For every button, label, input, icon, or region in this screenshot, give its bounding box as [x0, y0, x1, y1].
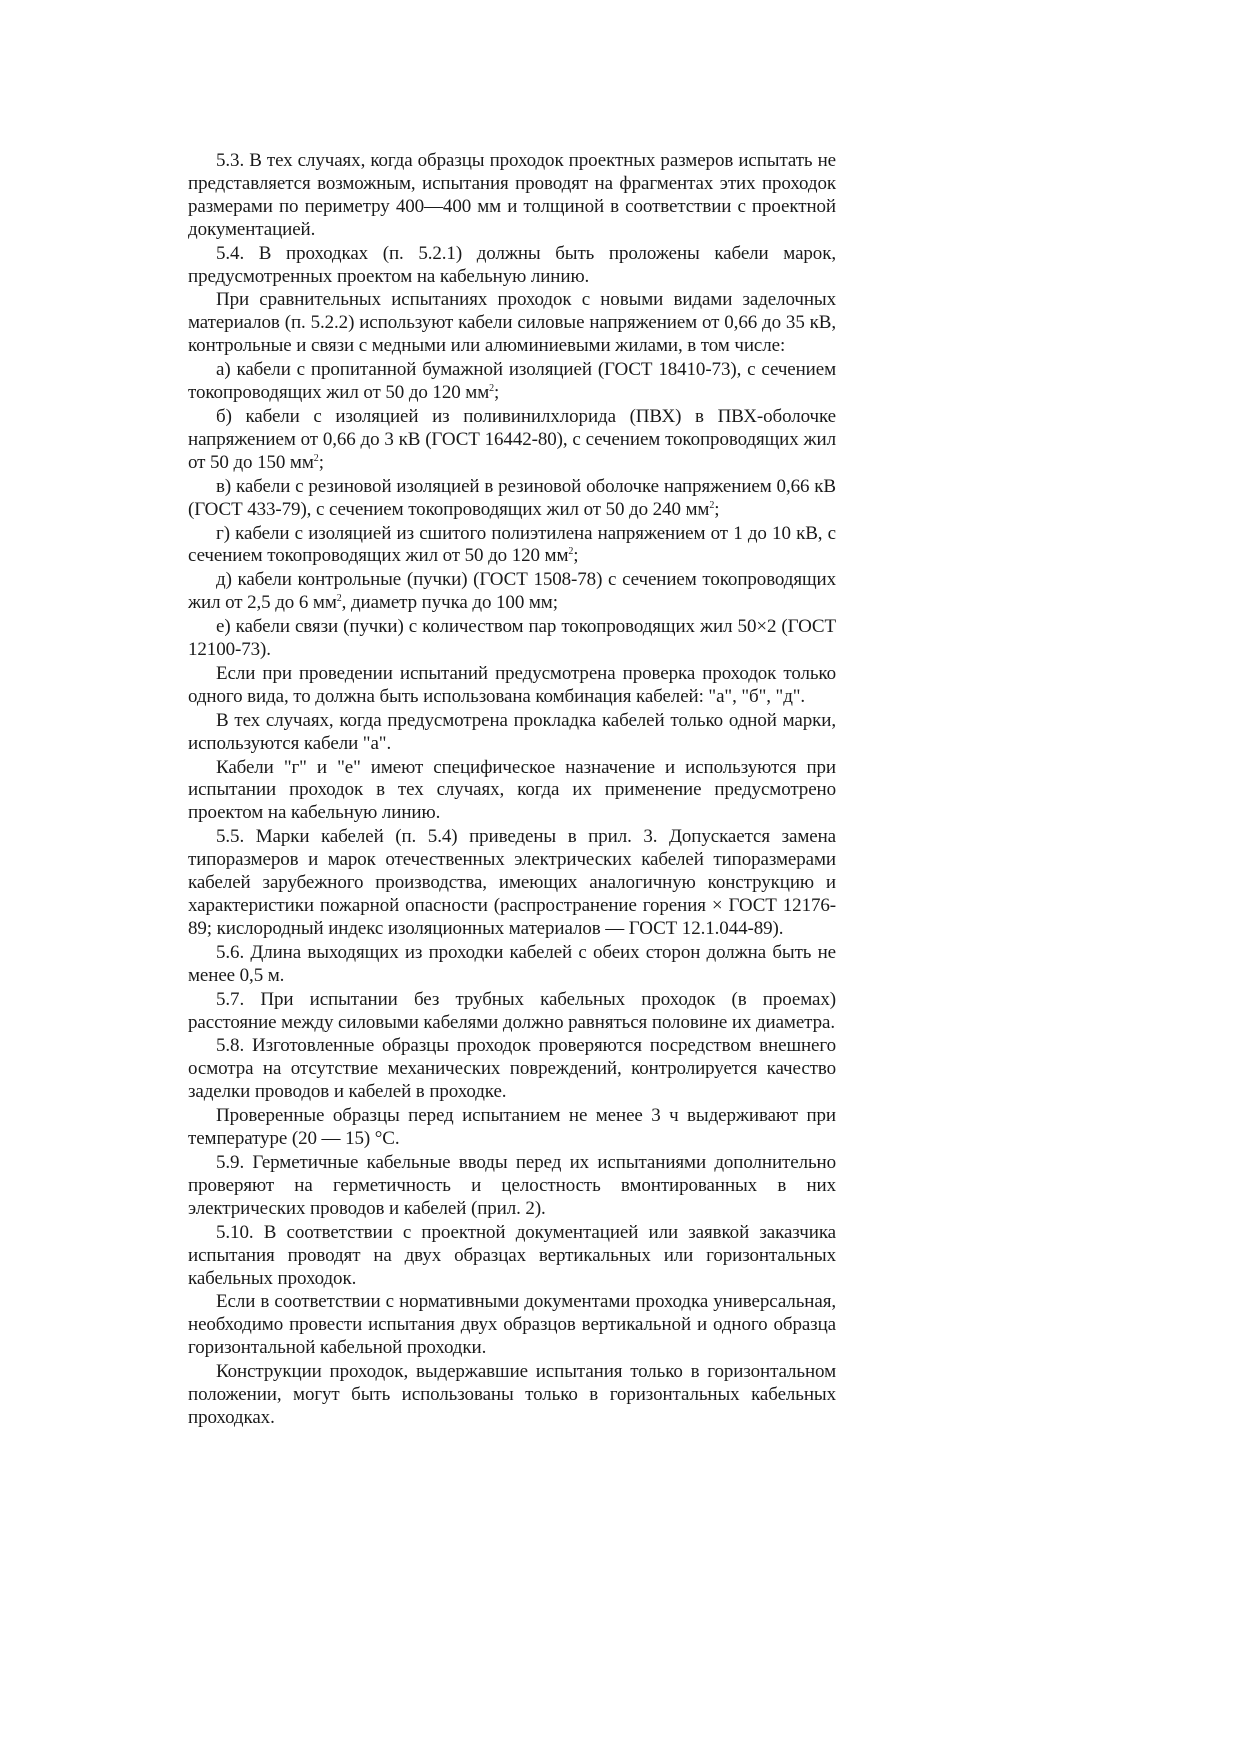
- paragraph-5-10: 5.10. В соответствии с проектной документацией или заявкой заказчика испытания проводят на двух образцах вертикальных или горизонтальных кабельных проходок.: [188, 1221, 836, 1289]
- paragraph-one-type: Если при проведении испытаний предусмотрена проверка проходок только одного вида, то должна быть использована комбинация кабелей: "а", "б", "д".: [188, 662, 836, 707]
- paragraph-universal: Если в соответствии с нормативными документами проходка универсальная, необходимо провести испытания двух образцов вертикальной и одного образца горизонтальной кабельной проходки.: [188, 1291, 836, 1359]
- list-item-d: д) кабели контрольные (пучки) (ГОСТ 1508-78) с сечением токопроводящих жил от 2,5 до 6 $мм^2$, диаметр пучка до 100 мм;: [188, 569, 836, 614]
- paragraph-one-brand: В тех случаях, когда предусмотрена прокладка кабелей только одной марки, используются кабели "а".: [188, 709, 836, 754]
- list-item-a: а) кабели с пропитанной бумажной изоляцией (ГОСТ 18410-73), с сечением токопроводящих жил от 50 до 120 $мм^2$;: [188, 359, 836, 404]
- paragraph-5-4: 5.4. В проходках (п. 5.2.1) должны быть проложены кабели марок, предусмотренных проектом на кабельную линию.: [188, 242, 836, 287]
- paragraph-5-3: 5.3. В тех случаях, когда образцы проходок проектных размеров испытать не представляется возможным, испытания проводят на фрагментах этих проходок размерами по периметру 400—400 мм и толщиной в соответствии с проектной документацией.: [188, 150, 836, 240]
- paragraph-5-8: 5.8. Изготовленные образцы проходок проверяются посредством внешнего осмотра на отсутствие механических повреждений, контролируется качество заделки проводов и кабелей в проходке.: [188, 1035, 836, 1103]
- list-item-g: г) кабели с изоляцией из сшитого полиэтилена напряжением от 1 до 10 кВ, с сечением токопроводящих жил от 50 до 120 $мм^2$;: [188, 522, 836, 567]
- paragraph-conditioning: Проверенные образцы перед испытанием не менее 3 ч выдерживают при температуре (20 — 15) °С.: [188, 1105, 836, 1150]
- list-item-b: б) кабели с изоляцией из поливинилхлорида (ПВХ) в ПВХ-оболочке напряжением от 0,66 до 3 кВ (ГОСТ 16442-80), с сечением токопроводящих жил от 50 до 150 $мм^2$;: [188, 405, 836, 473]
- list-item-e: е) кабели связи (пучки) с количеством пар токопроводящих жил 50×2 (ГОСТ 12100-73).: [188, 616, 836, 661]
- paragraph-special-cables: Кабели "г" и "е" имеют специфическое назначение и используются при испытании проходок в тех случаях, когда их применение предусмотрено проектом на кабельную линию.: [188, 756, 836, 824]
- paragraph-5-5: 5.5. Марки кабелей (п. 5.4) приведены в прил. 3. Допускается замена типоразмеров и марок отечественных электрических кабелей типоразмерами кабелей зарубежного производства, имеющих аналогичную конструкцию и характеристики пожарной опасности (распространение горения × ГОСТ 12176-89; кислородный индекс изоляционных материалов — ГОСТ 12.1.044-89).: [188, 826, 836, 939]
- paragraph-5-6: 5.6. Длина выходящих из проходки кабелей с обеих сторон должна быть не менее 0,5 м.: [188, 941, 836, 986]
- list-item-v: в) кабели с резиновой изоляцией в резиновой оболочке напряжением 0,66 кВ (ГОСТ 433-79), с сечением токопроводящих жил от 50 до 240 $мм^2$;: [188, 475, 836, 520]
- paragraph-comparative-tests: При сравнительных испытаниях проходок с новыми видами заделочных материалов (п. 5.2.2) используют кабели силовые напряжением от 0,66 до 35 кВ, контрольные и связи с медными или алюминиевыми жилами, в том числе:: [188, 289, 836, 357]
- paragraph-5-7: 5.7. При испытании без трубных кабельных проходок (в проемах) расстояние между силовыми кабелями должно равняться половине их диаметра.: [188, 988, 836, 1033]
- paragraph-5-9: 5.9. Герметичные кабельные вводы перед их испытаниями дополнительно проверяют на герметичность и целостность вмонтированных в них электрических проводов и кабелей (прил. 2).: [188, 1151, 836, 1219]
- paragraph-horizontal-only: Конструкции проходок, выдержавшие испытания только в горизонтальном положении, могут быть использованы только в горизонтальных кабельных проходках.: [188, 1361, 836, 1428]
- document-page: [188, 150, 836, 1430]
